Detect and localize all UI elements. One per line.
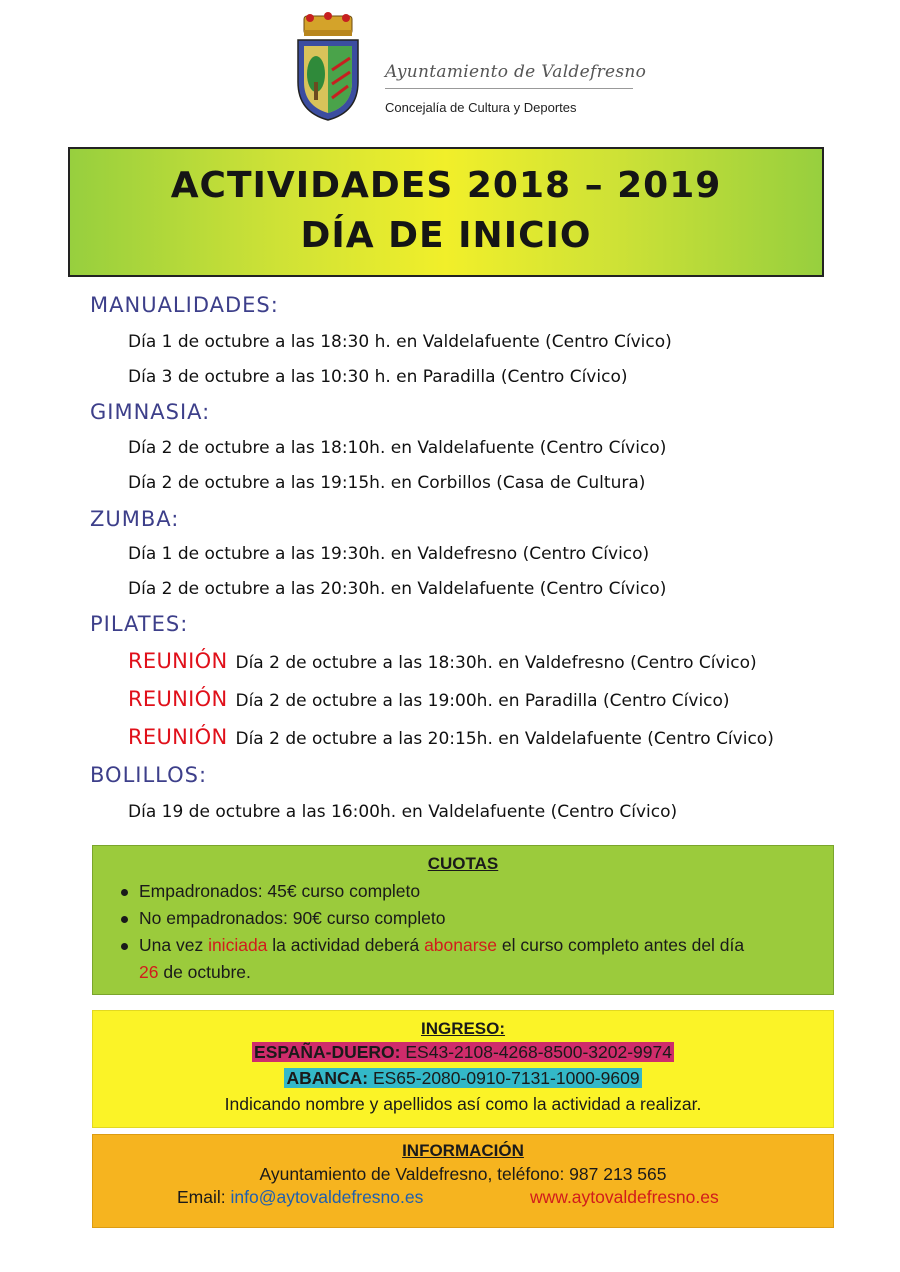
info-box <box>92 1134 834 1228</box>
list-item <box>119 932 813 986</box>
section-heading-pilates: PILATES: <box>90 612 189 636</box>
reunion-label: REUNIÓN <box>128 687 228 711</box>
text-segment: de octubre. <box>158 962 251 982</box>
list-item: Empadronados: 45€ curso completo <box>119 878 813 905</box>
section-heading-gimnasia: GIMNASIA: <box>90 400 211 424</box>
text-segment: Una vez <box>139 935 209 955</box>
section-heading-zumba: ZUMBA: <box>90 507 180 531</box>
organization-name: Ayuntamiento de Valdefresno <box>385 62 647 82</box>
schedule-row-text: Día 2 de octubre a las 19:00h. en Paradilla (Centro Cívico) <box>235 691 730 711</box>
schedule-row: Día 1 de octubre a las 19:30h. en Valdefresno (Centro Cívico) <box>128 544 650 564</box>
section-heading-bolillos: BOLILLOS: <box>90 763 208 787</box>
text-segment: el curso completo antes del día <box>497 935 745 955</box>
info-title: INFORMACIÓN <box>402 1141 524 1160</box>
schedule-row <box>128 725 774 749</box>
email-label: Email: <box>177 1187 231 1207</box>
bank-name: ABANCA: <box>286 1068 369 1088</box>
email-line <box>177 1187 423 1208</box>
title-year: ACTIVIDADES 2018 – 2019 <box>170 165 722 206</box>
contact-links <box>93 1187 833 1213</box>
schedule-row-text: Día 2 de octubre a las 20:15h. en Valdelafuente (Centro Cívico) <box>235 729 774 749</box>
schedule-row: Día 2 de octubre a las 20:30h. en Valdelafuente (Centro Cívico) <box>128 579 667 599</box>
payment-box <box>92 1010 834 1128</box>
fees-list <box>93 878 833 986</box>
page-header <box>290 12 650 132</box>
schedule-row: Día 2 de octubre a las 19:15h. en Corbillos (Casa de Cultura) <box>128 473 646 493</box>
list-item: No empadronados: 90€ curso completo <box>119 905 813 932</box>
website-link[interactable]: www.aytovaldefresno.es <box>530 1187 719 1207</box>
fees-box <box>92 845 834 995</box>
highlight-iniciada: iniciada <box>208 935 268 955</box>
schedule-row: Día 3 de octubre a las 10:30 h. en Paradilla (Centro Cívico) <box>128 367 628 387</box>
bank-account-espana-duero <box>93 1039 833 1065</box>
reunion-label: REUNIÓN <box>128 649 228 673</box>
schedule-row <box>128 687 730 711</box>
schedule-row <box>128 649 757 673</box>
schedule-row-text: Día 2 de octubre a las 18:30h. en Valdefresno (Centro Cívico) <box>235 653 757 673</box>
contact-phone-line: Ayuntamiento de Valdefresno, teléfono: 987 213 565 <box>259 1164 667 1184</box>
iban: ES43-2108-4268-8500-3202-9974 <box>400 1042 672 1062</box>
payment-title: INGRESO: <box>420 1019 506 1038</box>
title-subtitle: DÍA DE INICIO <box>300 215 592 256</box>
schedule-row: Día 1 de octubre a las 18:30 h. en Valdelafuente (Centro Cívico) <box>128 332 672 352</box>
department-name: Concejalía de Cultura y Deportes <box>385 100 577 115</box>
bank-account-highlight <box>284 1068 641 1088</box>
title-banner <box>68 147 824 277</box>
schedule-row: Día 19 de octubre a las 16:00h. en Valdelafuente (Centro Cívico) <box>128 802 678 822</box>
schedule-row: Día 2 de octubre a las 18:10h. en Valdelafuente (Centro Cívico) <box>128 438 667 458</box>
iban: ES65-2080-0910-7131-1000-9609 <box>368 1068 640 1088</box>
highlight-deadline-day: 26 <box>139 962 159 982</box>
payment-note: Indicando nombre y apellidos así como la actividad a realizar. <box>224 1094 702 1114</box>
bank-account-highlight <box>252 1042 674 1062</box>
section-heading-manualidades: MANUALIDADES: <box>90 293 279 317</box>
coat-of-arms-icon <box>290 12 366 122</box>
header-divider <box>385 88 633 89</box>
highlight-abonarse: abonarse <box>424 935 498 955</box>
email-link[interactable]: info@aytovaldefresno.es <box>230 1187 424 1207</box>
fees-title: CUOTAS <box>427 854 499 873</box>
bank-name: ESPAÑA-DUERO: <box>254 1042 401 1062</box>
text-segment: la actividad deberá <box>267 935 425 955</box>
reunion-label: REUNIÓN <box>128 725 228 749</box>
bank-account-abanca <box>93 1065 833 1091</box>
